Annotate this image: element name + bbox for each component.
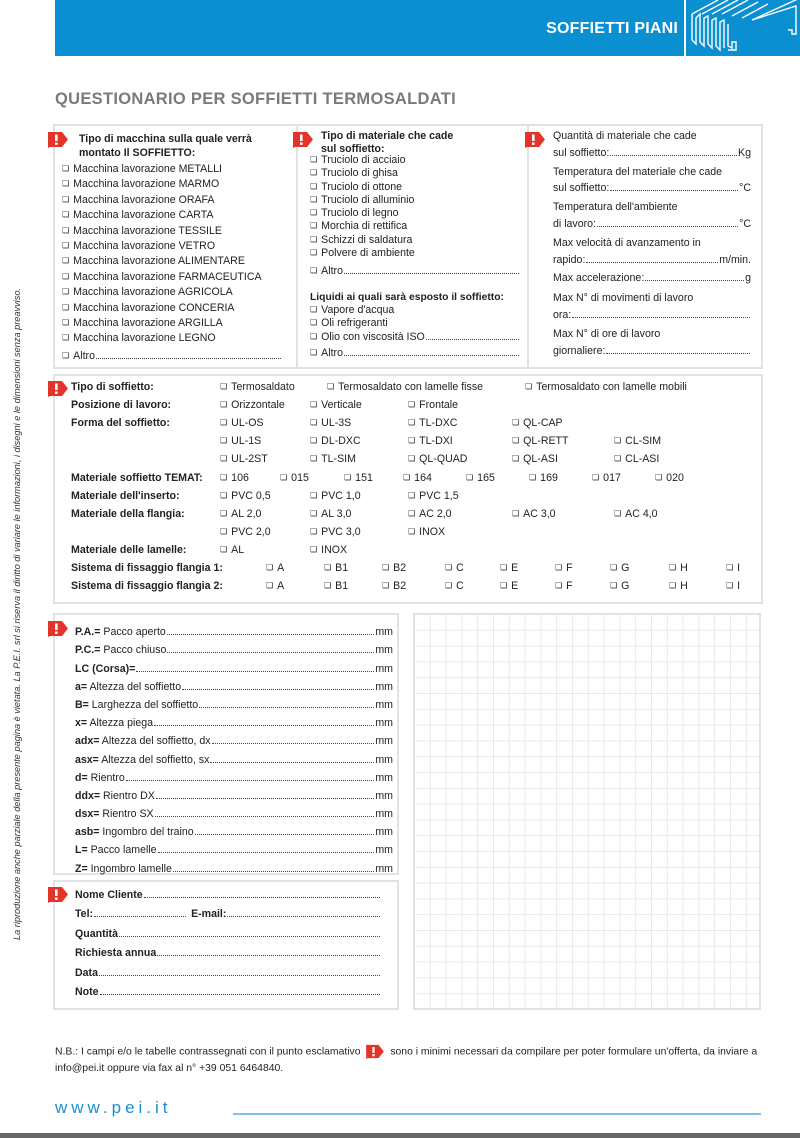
website-underline (233, 1113, 761, 1115)
dim-label: Altezza del soffietto (87, 680, 182, 693)
max-acceleration-field[interactable] (553, 272, 751, 284)
material-option-checkbox[interactable]: ❏ Truciolo di legno (310, 207, 415, 220)
client-name-field[interactable] (75, 889, 381, 901)
client-email-label: E-mail: (191, 908, 227, 920)
temat-option-checkbox[interactable]: ❏ 165 (466, 472, 495, 484)
dimension-field-d[interactable] (75, 766, 393, 784)
dim-key: P.A.= (75, 626, 101, 639)
fissaggio2-option-checkbox[interactable]: ❏ B1 (324, 580, 348, 592)
dimension-field-lc[interactable] (75, 656, 393, 674)
unit-celsius: °C (739, 218, 751, 230)
unit-mm: mm (375, 644, 393, 657)
material-option-checkbox[interactable]: ❏ Truciolo di ghisa (310, 167, 415, 180)
temat-label: Materiale soffietto TEMAT: (71, 472, 203, 484)
tipo-option-checkbox[interactable]: ❏ Termosaldato con lamelle fisse (327, 381, 483, 393)
flangia-option-checkbox[interactable]: ❏ AC 2,0 (408, 508, 452, 520)
page-title: QUESTIONARIO PER SOFFIETTI TERMOSALDATI (55, 90, 456, 108)
posizione-label: Posizione di lavoro: (71, 399, 172, 411)
inserto-label: Materiale dell'inserto: (71, 490, 180, 502)
dim-label: Altezza del soffietto, dx (99, 735, 211, 748)
website-link[interactable]: www.pei.it (55, 1098, 172, 1117)
flangia-option-checkbox[interactable]: ❏ PVC 3,0 (310, 526, 361, 538)
unit-mm: mm (375, 662, 393, 675)
machine-option-checkbox[interactable]: ❏ Macchina lavorazione TESSILE (62, 224, 262, 239)
dim-label: Altezza del soffietto, sx (98, 753, 210, 766)
fissaggio2-option-checkbox[interactable]: ❏ B2 (382, 580, 406, 592)
temat-option-checkbox[interactable]: ❏ 164 (403, 472, 432, 484)
lamelle-label: Materiale delle lamelle: (71, 544, 187, 556)
lamelle-option-checkbox[interactable]: ❏ AL (220, 544, 244, 556)
unit-mm: mm (375, 862, 393, 875)
liquid-option-checkbox[interactable]: ❏ Vapore d'acqua (310, 304, 394, 317)
machine-option-checkbox[interactable]: ❏ Macchina lavorazione MARMO (62, 177, 262, 192)
max-movements-label2: ora: (553, 309, 572, 321)
dim-label: Pacco aperto (100, 626, 166, 639)
required-exclamation-icon (292, 131, 314, 148)
unit-m-min: m/min. (719, 254, 751, 266)
required-exclamation-icon (524, 131, 546, 148)
temat-option-checkbox[interactable]: ❏ 015 (280, 472, 309, 484)
dim-key: ddx= (75, 789, 101, 802)
forma-option-checkbox[interactable]: ❏ UL-1S (220, 435, 261, 447)
dim-key: asb= (75, 826, 100, 839)
dim-label: Ingombro del traino (99, 826, 194, 839)
fissaggio2-option-checkbox[interactable]: ❏ E (500, 580, 518, 592)
unit-mm: mm (375, 826, 393, 839)
temp-ambient-label2: di lavoro: (553, 218, 596, 230)
dimension-field-b[interactable] (75, 693, 393, 711)
liquids-list (310, 304, 394, 331)
unit-mm: mm (375, 771, 393, 784)
max-speed-label: Max velocità di avanzamento in (553, 237, 701, 249)
forma-option-checkbox[interactable]: ❏ TL-DXI (408, 435, 453, 447)
fissaggio1-option-checkbox[interactable]: ❏ I (726, 562, 740, 574)
material-option-checkbox[interactable]: ❏ Polvere di ambiente (310, 247, 415, 260)
inserto-option-checkbox[interactable]: ❏ PVC 0,5 (220, 490, 271, 502)
posizione-option-checkbox[interactable]: ❏ Frontale (408, 399, 458, 411)
material-option-checkbox[interactable]: ❏ Truciolo di alluminio (310, 194, 415, 207)
qty-field[interactable] (553, 147, 751, 159)
client-notes-label: Note (75, 986, 99, 998)
machine-option-checkbox[interactable]: ❏ Macchina lavorazione VETRO (62, 239, 262, 254)
flangia-option-checkbox[interactable]: ❏ AL 2,0 (220, 508, 261, 520)
unit-mm: mm (375, 626, 393, 639)
dimension-field-l[interactable] (75, 838, 393, 856)
machine-option-checkbox[interactable]: ❏ Macchina lavorazione ORAFA (62, 193, 262, 208)
header-separator (684, 0, 686, 56)
unit-mm: mm (375, 735, 393, 748)
machine-options-list (62, 162, 262, 347)
inserto-option-checkbox[interactable]: ❏ PVC 1,5 (408, 490, 459, 502)
unit-mm: mm (375, 789, 393, 802)
fissaggio1-option-checkbox[interactable]: ❏ C (445, 562, 464, 574)
unit-mm: mm (375, 717, 393, 730)
unit-g: g (745, 272, 751, 284)
client-date-field[interactable] (75, 967, 381, 979)
flangia-label: Materiale della flangia: (71, 508, 185, 520)
dimension-field-z[interactable] (75, 856, 393, 874)
material-option-checkbox[interactable]: ❏ Schizzi di saldatura (310, 234, 415, 247)
machine-option-checkbox[interactable]: ❏ Macchina lavorazione ARGILLA (62, 316, 262, 331)
max-movements-label: Max N° di movimenti di lavoro (553, 292, 694, 304)
required-exclamation-icon (47, 886, 69, 903)
fissaggio2-option-checkbox[interactable]: ❏ A (266, 580, 284, 592)
liquid-other-field[interactable] (310, 347, 520, 359)
dim-label: Altezza piega (87, 717, 154, 730)
machine-option-checkbox[interactable]: ❏ Macchina lavorazione CARTA (62, 208, 262, 223)
client-quantity-field[interactable] (75, 928, 381, 940)
footnote-text-1: N.B.: I campi e/o le tabelle contrassegnati con il punto esclamativo (55, 1046, 361, 1058)
dim-key: Z= (75, 862, 88, 875)
temat-option-checkbox[interactable]: ❏ 169 (529, 472, 558, 484)
dim-key: LC (Corsa)= (75, 662, 136, 675)
forma-option-checkbox[interactable]: ❏ CL-SIM (614, 435, 661, 447)
flangia-option-checkbox[interactable]: ❏ INOX (408, 526, 445, 538)
dim-label: Larghezza del soffietto (88, 698, 199, 711)
required-exclamation-icon (47, 131, 69, 148)
required-exclamation-icon (47, 380, 69, 397)
machine-title-line2: montato Il SOFFIETTO: (79, 147, 196, 159)
max-hours-label2: giornaliere: (553, 345, 606, 357)
forma-option-checkbox[interactable]: ❏ DL-DXC (310, 435, 361, 447)
machine-title-line1: Tipo di macchina sulla quale verrà (79, 133, 252, 145)
dimension-field-asb[interactable] (75, 820, 393, 838)
material-other-field[interactable] (310, 265, 520, 277)
unit-mm: mm (375, 753, 393, 766)
unit-mm: mm (375, 844, 393, 857)
dim-key: asx= (75, 753, 99, 766)
fissaggio1-option-checkbox[interactable]: ❏ E (500, 562, 518, 574)
tipo-option-checkbox[interactable]: ❏ Termosaldato con lamelle mobili (525, 381, 687, 393)
dimension-field-dsx[interactable] (75, 802, 393, 820)
dimensions-list (75, 620, 393, 875)
machine-option-checkbox[interactable]: ❏ Macchina lavorazione AGRICOLA (62, 285, 262, 300)
machine-option-checkbox[interactable]: ❏ Macchina lavorazione METALLI (62, 162, 262, 177)
fissaggio1-option-checkbox[interactable]: ❏ B2 (382, 562, 406, 574)
tipo-option-checkbox[interactable]: ❏ Termosaldato (220, 381, 295, 393)
unit-mm: mm (375, 808, 393, 821)
machine-option-checkbox[interactable]: ❏ Macchina lavorazione LEGNO (62, 331, 262, 346)
fissaggio2-option-checkbox[interactable]: ❏ G (610, 580, 629, 592)
client-annual-request-label: Richiesta annua (75, 947, 157, 959)
dimension-field-pa[interactable] (75, 620, 393, 638)
fissaggio1-option-checkbox[interactable]: ❏ H (669, 562, 688, 574)
forma-option-checkbox[interactable]: ❏ TL-DXC (408, 417, 457, 429)
client-notes-field[interactable] (75, 986, 381, 998)
dim-key: d= (75, 771, 88, 784)
dim-key: dsx= (75, 808, 100, 821)
dim-key: a= (75, 680, 88, 693)
flangia-option-checkbox[interactable]: ❏ AC 3,0 (512, 508, 556, 520)
machine-option-checkbox[interactable]: ❏ Macchina lavorazione CONCERIA (62, 301, 262, 316)
fissaggio2-option-checkbox[interactable]: ❏ F (555, 580, 573, 592)
fissaggio1-label: Sistema di fissaggio flangia 1: (71, 562, 223, 574)
temp-ambient-field[interactable] (553, 218, 751, 230)
liquid-iso-field[interactable] (310, 331, 520, 343)
temat-option-checkbox[interactable]: ❏ 017 (592, 472, 621, 484)
liquid-option-checkbox[interactable]: ❏ Oli refrigeranti (310, 317, 394, 330)
flangia-option-checkbox[interactable]: ❏ AC 4,0 (614, 508, 658, 520)
temat-option-checkbox[interactable]: ❏ 151 (344, 472, 373, 484)
material-other-label: ❏ Altro (310, 265, 343, 277)
dim-key: P.C.= (75, 644, 101, 657)
dim-key: B= (75, 698, 89, 711)
dim-label: Pacco chiuso (100, 644, 167, 657)
material-title-line1: Tipo di materiale che cade (321, 130, 454, 142)
forma-option-checkbox[interactable]: ❏ UL-3S (310, 417, 351, 429)
material-option-checkbox[interactable]: ❏ Morchia di rettifica (310, 220, 415, 233)
temp-material-field[interactable] (553, 182, 751, 194)
material-options-list (310, 154, 415, 260)
unit-kg: Kg (738, 147, 751, 159)
material-option-checkbox[interactable]: ❏ Truciolo di acciaio (310, 154, 415, 167)
dimension-field-x[interactable] (75, 711, 393, 729)
temat-option-checkbox[interactable]: ❏ 020 (655, 472, 684, 484)
posizione-option-checkbox[interactable]: ❏ Verticale (310, 399, 362, 411)
max-speed-label2: rapido: (553, 254, 586, 266)
max-speed-field[interactable] (553, 254, 751, 266)
dimension-field-a[interactable] (75, 675, 393, 693)
material-title-line2: sul soffietto: (321, 143, 385, 155)
required-exclamation-icon (47, 620, 69, 637)
liquid-iso-label: ❏ Olio con viscosità ISO (310, 331, 425, 343)
qty-label: Quantità di materiale che cade (553, 130, 697, 142)
sketch-grid-area[interactable] (413, 613, 761, 1010)
forma-option-checkbox[interactable]: ❏ CL-ASI (614, 453, 659, 465)
lamelle-option-checkbox[interactable]: ❏ INOX (310, 544, 347, 556)
dimension-field-pc[interactable] (75, 638, 393, 656)
forma-option-checkbox[interactable]: ❏ TL-SIM (310, 453, 356, 465)
tipo-label: Tipo di soffietto: (71, 381, 154, 393)
dim-label: Rientro (87, 771, 125, 784)
material-option-checkbox[interactable]: ❏ Truciolo di ottone (310, 181, 415, 194)
dimension-field-adx[interactable] (75, 729, 393, 747)
dim-label: Pacco lamelle (87, 844, 157, 857)
forma-option-checkbox[interactable]: ❏ UL-2ST (220, 453, 268, 465)
temat-option-checkbox[interactable]: ❏ 106 (220, 472, 249, 484)
dim-label: Rientro SX (99, 808, 154, 821)
machine-other-label: ❏ Altro (62, 350, 95, 362)
dim-key: adx= (75, 735, 100, 748)
max-hours-label: Max N° di ore di lavoro (553, 328, 661, 340)
footnote (55, 1044, 775, 1077)
header-title: SOFFIETTI PIANI (546, 20, 678, 37)
fissaggio2-label: Sistema di fissaggio flangia 2: (71, 580, 223, 592)
inserto-option-checkbox[interactable]: ❏ PVC 1,0 (310, 490, 361, 502)
max-hours-field[interactable] (553, 345, 751, 357)
unit-celsius: °C (739, 182, 751, 194)
client-quantity-label: Quantità (75, 928, 118, 940)
machine-other-field[interactable] (62, 350, 282, 362)
forma-option-checkbox[interactable]: ❏ QL-QUAD (408, 453, 467, 465)
client-phone-label: Tel: (75, 908, 94, 920)
required-exclamation-icon (365, 1044, 385, 1059)
liquids-title: Liquidi ai quali sarà esposto il soffietto: (310, 292, 504, 303)
client-annual-request-field[interactable] (75, 947, 381, 959)
dim-key: x= (75, 717, 88, 730)
temp-material-label: Temperatura del materiale che cade (553, 166, 723, 178)
dim-label: Rientro DX (100, 789, 155, 802)
machine-option-checkbox[interactable]: ❏ Macchina lavorazione ALIMENTARE (62, 254, 262, 269)
machine-option-checkbox[interactable]: ❏ Macchina lavorazione FARMACEUTICA (62, 270, 262, 285)
bellows-logo-icon (688, 0, 800, 56)
unit-mm: mm (375, 698, 393, 711)
dimension-field-asx[interactable] (75, 747, 393, 765)
footnote-text-2: sono i minimi necessari da compilare per poter formulare un'offerta, da inviare a info@pei.it oppure via fax al n° +39 051 6464840. (55, 1046, 758, 1074)
dimension-field-ddx[interactable] (75, 784, 393, 802)
fissaggio1-option-checkbox[interactable]: ❏ B1 (324, 562, 348, 574)
forma-option-checkbox[interactable]: ❏ QL-RETT (512, 435, 569, 447)
dim-label: Ingombro lamelle (87, 862, 172, 875)
liquid-other-label: ❏ Altro (310, 347, 343, 359)
unit-mm: mm (375, 680, 393, 693)
fissaggio1-option-checkbox[interactable]: ❏ A (266, 562, 284, 574)
bottom-bar (0, 1133, 800, 1138)
forma-option-checkbox[interactable]: ❏ QL-ASI (512, 453, 558, 465)
client-name-label: Nome Cliente (75, 889, 143, 901)
copyright-side-note: La riproduzione anche parziale della presente pagina è vietata. La P.E.I. srl si riserva il diritto di variare le informazioni, i disegni e le dimensioni senza preavviso. (12, 288, 22, 940)
fissaggio1-option-checkbox[interactable]: ❏ F (555, 562, 573, 574)
forma-option-checkbox[interactable]: ❏ QL-CAP (512, 417, 563, 429)
temp-ambient-label: Temperatura dell'ambiente (553, 201, 678, 213)
max-acceleration-label: Max accelerazione: (553, 272, 645, 284)
qty-label2: sul soffietto: (553, 147, 610, 159)
flangia-option-checkbox[interactable]: ❏ AL 3,0 (310, 508, 351, 520)
client-date-label: Data (75, 967, 98, 979)
client-phone-email-field[interactable] (75, 908, 381, 920)
flangia-option-checkbox[interactable]: ❏ PVC 2,0 (220, 526, 271, 538)
dim-key: L= (75, 844, 88, 857)
max-movements-field[interactable] (553, 309, 751, 321)
posizione-option-checkbox[interactable]: ❏ Orizzontale (220, 399, 285, 411)
fissaggio1-option-checkbox[interactable]: ❏ G (610, 562, 629, 574)
fissaggio2-option-checkbox[interactable]: ❏ H (669, 580, 688, 592)
forma-option-checkbox[interactable]: ❏ UL-OS (220, 417, 264, 429)
temp-material-label2: sul soffietto: (553, 182, 610, 194)
fissaggio2-option-checkbox[interactable]: ❏ I (726, 580, 740, 592)
forma-label: Forma del soffietto: (71, 417, 170, 429)
fissaggio2-option-checkbox[interactable]: ❏ C (445, 580, 464, 592)
